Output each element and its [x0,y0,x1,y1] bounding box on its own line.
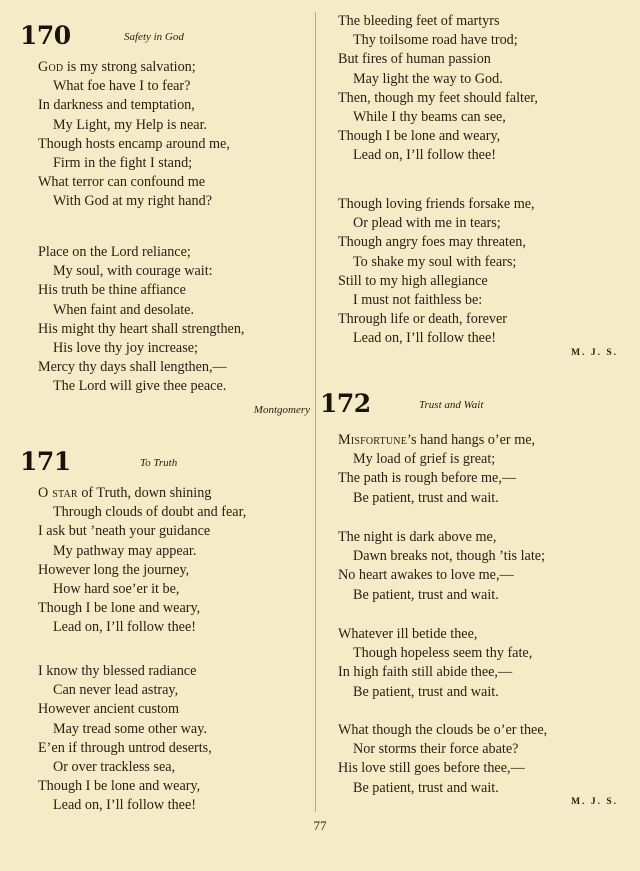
hymn-172-stanza-3 [338,625,618,702]
stanza-line: Lead on, I’ll follow thee! [53,797,197,814]
stanza-line: However ancient custom [38,701,180,718]
stanza-line: Through life or death, forever [338,311,507,328]
stanza-line: The path is rough before me,— [338,470,517,487]
stanza-line: Though hosts encamp around me, [38,135,230,152]
stanza-line: Nor storms their force abate? [353,741,519,758]
stanza-line: What though the clouds be o’er thee, [338,722,548,738]
stanza-line: Lead on, I’ll follow thee! [353,330,497,347]
stanza-line: With God at my right hand? [53,193,213,210]
initial-word: O star [38,485,78,501]
hymn-171-stanza-1 [38,484,310,638]
stanza-line: When faint and desolate. [53,301,195,318]
stanza-line: His love thy joy increase; [53,340,198,357]
hymn-title: To Truth [140,457,178,469]
stanza-line: Thy toilsome road have trod; [353,32,518,49]
stanza-line: I know thy blessed radiance [38,663,197,679]
stanza-line: I must not faithless be: [353,292,483,309]
stanza-line: Though hopeless seem thy fate, [353,645,533,662]
hymn-170-author: Montgomery [253,404,310,416]
stanza-line: Still to my high allegiance [338,272,488,289]
hymn-170-header [20,21,310,52]
stanza-line: Or over trackless sea, [53,759,176,776]
hymn-171-stanza-3 [338,12,618,166]
stanza-line: May light the way to God. [353,70,503,87]
stanza-line: I ask but ’neath your guidance [38,523,211,540]
stanza-line: His might thy heart shall strengthen, [38,320,245,337]
stanza-line: Be patient, trust and wait. [353,586,499,603]
hymn-number: 172 [320,389,371,418]
stanza-line: Be patient, trust and wait. [353,683,499,700]
hymn-172-stanza-4 [338,721,618,798]
hymn-number: 171 [20,447,71,476]
initial-word: God [38,59,64,75]
initial-word: Misfortune [338,432,408,448]
stanza-line: Mercy thy days shall lengthen,— [38,359,227,376]
stanza-line: But fires of human passion [338,51,491,68]
hymn-172-stanza-1 [338,431,618,508]
stanza-line: Firm in the fight I stand; [53,155,193,172]
stanza-line: The Lord will give thee peace. [53,378,227,395]
stanza-line: O star of Truth, down shining [38,485,212,501]
stanza-line: Whatever ill betide thee, [338,626,478,642]
stanza-line: In darkness and temptation, [38,97,195,114]
stanza-line: To shake my soul with fears; [353,253,517,270]
stanza-line: Or plead with me in tears; [353,215,501,232]
stanza-line: In high faith still abide thee,— [338,664,513,681]
hymn-172-stanza-2 [338,528,618,605]
hymn-171-stanza-2 [38,662,310,816]
stanza-line: Though loving friends forsake me, [338,196,535,212]
hymn-title: Safety in God [124,31,184,43]
stanza-line: My pathway may appear. [53,542,197,559]
stanza-line: My soul, with courage wait: [53,263,213,280]
hymn-172-header [320,389,618,420]
stanza-line: The bleeding feet of martyrs [338,13,500,29]
hymn-171-stanza-4 [338,195,618,349]
stanza-line: His love still goes before thee,— [338,760,525,777]
page-number: 77 [313,818,327,833]
stanza-line: Can never lead astray, [53,682,179,699]
hymn-170-stanza-1 [38,58,310,212]
stanza-line: How hard soe’er it be, [53,581,180,598]
stanza-line: My load of grief is great; [353,451,496,468]
stanza-line: May tread some other way. [53,720,207,737]
stanza-line: My Light, my Help is near. [53,116,208,133]
stanza-line: Misfortune’s hand hangs o’er me, [338,432,536,448]
hymn-172-author: M. J. S. [571,797,618,807]
stanza-line: However long the journey, [38,561,190,578]
stanza-line: Though I be lone and weary, [38,778,201,795]
stanza-line: E’en if through untrod deserts, [38,739,212,756]
stanza-line: What foe have I to fear? [53,78,191,95]
stanza-line: The night is dark above me, [338,529,497,545]
stanza-line: Though angry foes may threaten, [338,234,526,251]
stanza-line: Place on the Lord reliance; [38,244,191,260]
stanza-line: While I thy beams can see, [353,109,506,126]
stanza-line: Lead on, I’ll follow thee! [53,619,197,636]
stanza-line: God is my strong salvation; [38,59,196,75]
hymn-title: Trust and Wait [419,399,484,411]
stanza-line: His truth be thine affiance [38,282,186,299]
stanza-line: Dawn breaks not, though ’tis late; [353,548,546,565]
stanza-line: Be patient, trust and wait. [353,489,499,506]
hymn-number: 170 [20,21,71,50]
hymn-171-header [20,447,310,478]
hymn-170-stanza-2 [38,243,310,397]
stanza-line: What terror can confound me [38,174,206,191]
hymn-171-author: M. J. S. [571,348,618,358]
stanza-line: Lead on, I’ll follow thee! [353,147,497,164]
stanza-line: No heart awakes to love me,— [338,567,514,584]
column-divider [315,12,316,812]
stanza-line: Then, though my feet should falter, [338,89,538,106]
stanza-line: Though I be lone and weary, [38,600,201,617]
stanza-line: Through clouds of doubt and fear, [53,504,247,521]
stanza-line: Be patient, trust and wait. [353,779,499,796]
stanza-line: Though I be lone and weary, [338,128,501,145]
